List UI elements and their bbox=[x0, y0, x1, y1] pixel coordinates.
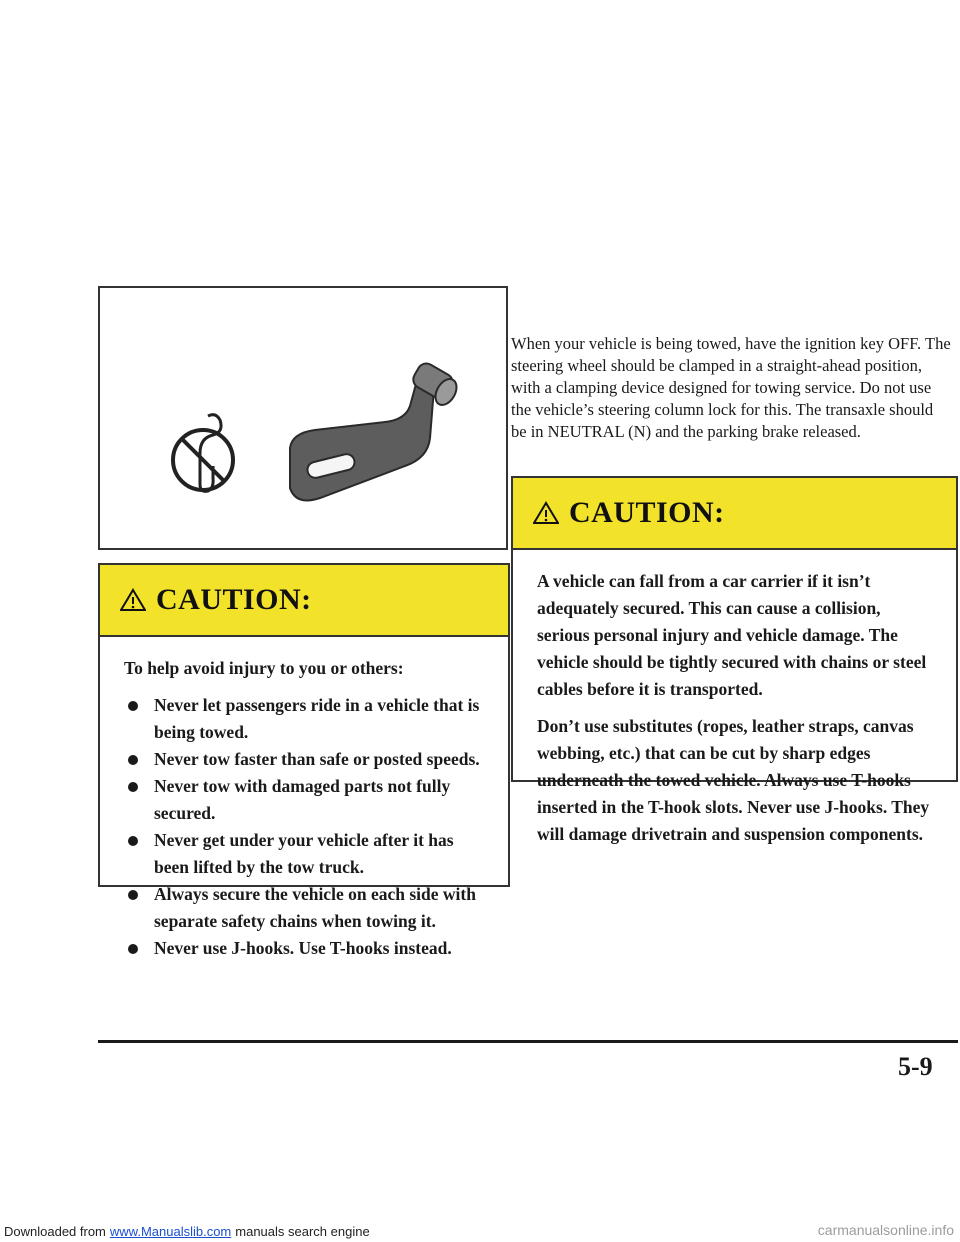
caution-header-right bbox=[513, 478, 956, 550]
caution-title: CAUTION: bbox=[569, 496, 725, 529]
caution-intro: To help avoid injury to you or others: bbox=[124, 658, 404, 678]
list-item: Never let passengers ride in a vehicle that is being towed. bbox=[124, 692, 484, 746]
watermark: carmanualsonline.info bbox=[817, 1222, 954, 1238]
caution-header-left bbox=[100, 565, 508, 637]
towing-instructions-paragraph: When your vehicle is being towed, have the ignition key OFF. The steering wheel should be clamped in a straight-ahead position, with a clamping device designed for towing service. Do not use the vehicle’s steering column lock for this. The transaxle should be in NEUTRAL (N) and the parking brake released. bbox=[511, 334, 951, 441]
list-item: Never tow with damaged parts not fully secured. bbox=[124, 773, 484, 827]
list-item: Always secure the vehicle on each side with separate safety chains when towing it. bbox=[124, 881, 484, 935]
caution-box-left bbox=[98, 563, 510, 958]
manualslib-link[interactable]: www.Manualslib.com bbox=[109, 1224, 232, 1239]
caution-list bbox=[124, 692, 484, 962]
warning-triangle-icon bbox=[533, 501, 559, 525]
caution-title: CAUTION: bbox=[156, 583, 312, 616]
footer-suffix: manuals search engine bbox=[235, 1224, 370, 1239]
caution-box-right bbox=[511, 476, 958, 844]
caution-body-right bbox=[513, 550, 956, 868]
no-j-hook-icon bbox=[173, 415, 233, 492]
warning-triangle-icon bbox=[120, 588, 146, 612]
list-item: Never get under your vehicle after it has been lifted by the tow truck. bbox=[124, 827, 484, 881]
footer-prefix: Downloaded from bbox=[4, 1224, 106, 1239]
footer-rule bbox=[98, 1040, 958, 1043]
page-number: 5-9 bbox=[898, 1052, 933, 1081]
list-item: Never use J-hooks. Use T-hooks instead. bbox=[124, 935, 484, 962]
illustration-box bbox=[98, 286, 508, 550]
t-hook-icon bbox=[290, 360, 461, 500]
caution-body-left bbox=[100, 637, 508, 972]
caution-paragraph: Don’t use substitutes (ropes, leather straps, canvas webbing, etc.) that can be cut by sharp edges underneath the towed vehicle. Always use T-hooks inserted in the T-hook slots. Never use J-hooks. They will damage drivetrain and suspension components. bbox=[537, 716, 930, 844]
list-item: Never tow faster than safe or posted speeds. bbox=[124, 746, 484, 773]
caution-paragraph: A vehicle can fall from a car carrier if it isn’t adequately secured. This can cause a collision, serious personal injury and vehicle damage. The vehicle should be tightly secured with chains or steel cables before it is transported. bbox=[537, 571, 927, 699]
download-footer bbox=[0, 1221, 960, 1242]
tow-hook-illustration bbox=[100, 288, 506, 548]
